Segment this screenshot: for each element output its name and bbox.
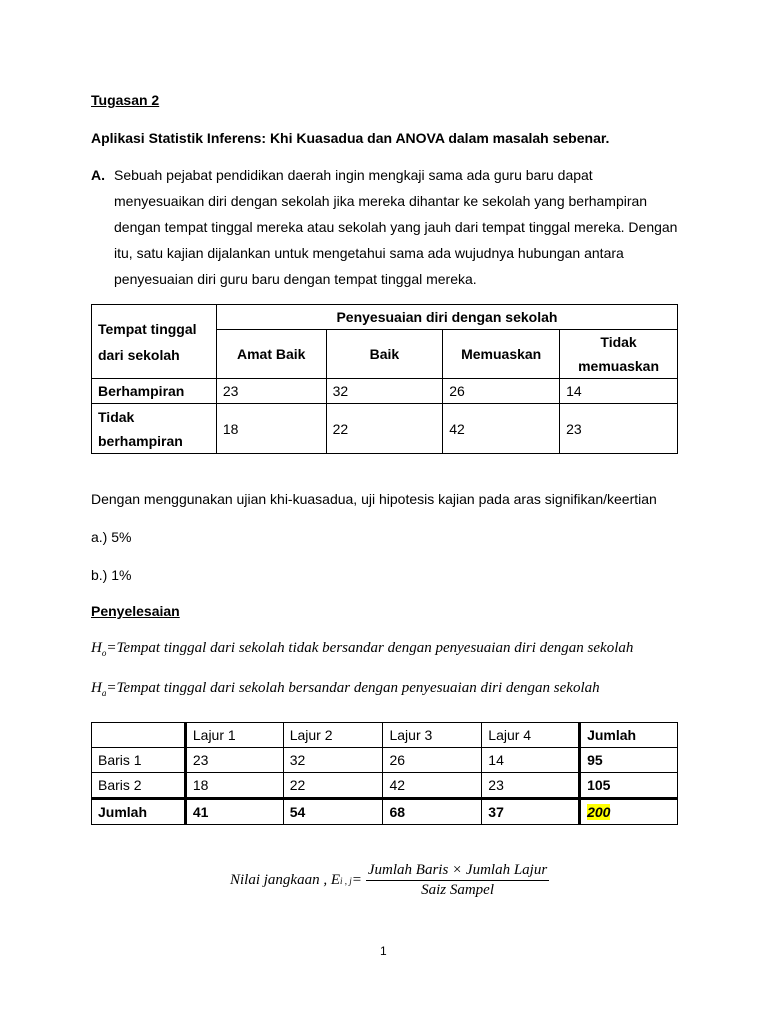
table-cell: 14 (482, 748, 580, 773)
table-cell: 105 (580, 773, 678, 799)
formula-numerator: Jumlah Baris × Jumlah Lajur (366, 862, 549, 881)
column-header-line: memuaskan (578, 358, 660, 374)
formula-fraction (366, 862, 549, 899)
hypothesis-subscript: o (101, 648, 107, 658)
column-header: Memuaskan (443, 330, 560, 379)
row-label: Baris 2 (92, 773, 186, 799)
row-header-cell (92, 305, 217, 379)
expected-value-formula (230, 862, 549, 899)
row-header-line: Tempat tinggal (98, 320, 197, 337)
question-line: Sebuah pejabat pendidikan daerah ingin mengkaji sama ada guru baru dapat (114, 167, 593, 183)
table-cell: 23 (216, 379, 326, 404)
hypothesis-subscript: a (101, 688, 107, 698)
table-cell: 95 (580, 748, 678, 773)
observed-table (91, 304, 678, 454)
formula-lhs: Nilai jangkaan , E (230, 872, 340, 888)
row-label (92, 404, 217, 454)
table-cell: 18 (185, 773, 283, 799)
table-cell: 22 (326, 404, 443, 454)
alternative-hypothesis (91, 680, 600, 698)
table-cell: 22 (283, 773, 383, 799)
question-line: penyesuaian diri guru baru dengan tempat tinggal mereka. (114, 271, 477, 287)
table-cell: 37 (482, 799, 580, 825)
solution-heading: Penyelesaian (91, 603, 180, 619)
table-header-cell: Lajur 2 (283, 723, 383, 748)
question-line: itu, satu kajian dijalankan untuk mengetahui sama ada wujudnya hubungan antara (114, 245, 624, 261)
option-a: a.) 5% (91, 529, 132, 545)
page-number: 1 (380, 944, 387, 958)
question-text (114, 162, 678, 292)
table-header-cell (92, 723, 186, 748)
option-b: b.) 1% (91, 567, 132, 583)
table-header-cell: Lajur 4 (482, 723, 580, 748)
row-label: Jumlah (92, 799, 186, 825)
column-header (560, 330, 678, 379)
table-cell: 18 (216, 404, 326, 454)
grand-total-value: 200 (587, 804, 611, 820)
table-cell: 41 (185, 799, 283, 825)
column-header-line: Tidak (600, 334, 637, 350)
instruction-text: Dengan menggunakan ujian khi-kuasadua, uji hipotesis kajian pada aras signifikan/keertian (91, 491, 657, 507)
hypothesis-symbol: H (91, 680, 102, 696)
table-cell: 14 (560, 379, 678, 404)
question-line: menyesuaikan diri dengan sekolah jika mereka dihantar ke sekolah yang berhampiran (114, 193, 648, 209)
row-label-line: berhampiran (98, 432, 183, 449)
null-hypothesis (91, 640, 633, 658)
formula-subscript: i , j (340, 875, 352, 886)
totals-table (91, 722, 678, 825)
formula-denominator: Saiz Sampel (421, 882, 494, 898)
table-header-cell: Lajur 1 (185, 723, 283, 748)
hypothesis-text: =Tempat tinggal dari sekolah tidak bersandar dengan penyesuaian diri dengan sekolah (106, 640, 634, 656)
table-cell: 26 (443, 379, 560, 404)
table-header-cell: Lajur 3 (383, 723, 482, 748)
table-cell: 68 (383, 799, 482, 825)
table-cell: 32 (283, 748, 383, 773)
table-cell: 42 (383, 773, 482, 799)
table-header-cell: Jumlah (580, 723, 678, 748)
row-label: Baris 1 (92, 748, 186, 773)
table-cell: 42 (443, 404, 560, 454)
hypothesis-text: =Tempat tinggal dari sekolah bersandar dengan penyesuaian diri dengan sekolah (106, 680, 600, 696)
table-cell: 23 (185, 748, 283, 773)
column-header: Baik (326, 330, 443, 379)
row-header-line: dari sekolah (98, 346, 180, 363)
grand-total-cell (580, 799, 678, 825)
row-label: Berhampiran (92, 379, 217, 404)
table-cell: 26 (383, 748, 482, 773)
hypothesis-symbol: H (91, 640, 102, 656)
table-cell: 23 (482, 773, 580, 799)
page-title: Tugasan 2 (91, 92, 160, 108)
table-cell: 54 (283, 799, 383, 825)
question-label: A. (91, 167, 105, 183)
column-header: Amat Baik (216, 330, 326, 379)
table-cell: 32 (326, 379, 443, 404)
subtitle: Aplikasi Statistik Inferens: Khi Kuasadua dan ANOVA dalam masalah sebenar. (91, 130, 610, 146)
row-label-line: Tidak (98, 408, 135, 425)
table-cell: 23 (560, 404, 678, 454)
formula-equals: = (351, 872, 362, 888)
question-line: dengan tempat tinggal mereka atau sekolah yang jauh dari tempat tinggal mereka. Dengan (114, 219, 678, 235)
group-header: Penyesuaian diri dengan sekolah (216, 305, 677, 330)
